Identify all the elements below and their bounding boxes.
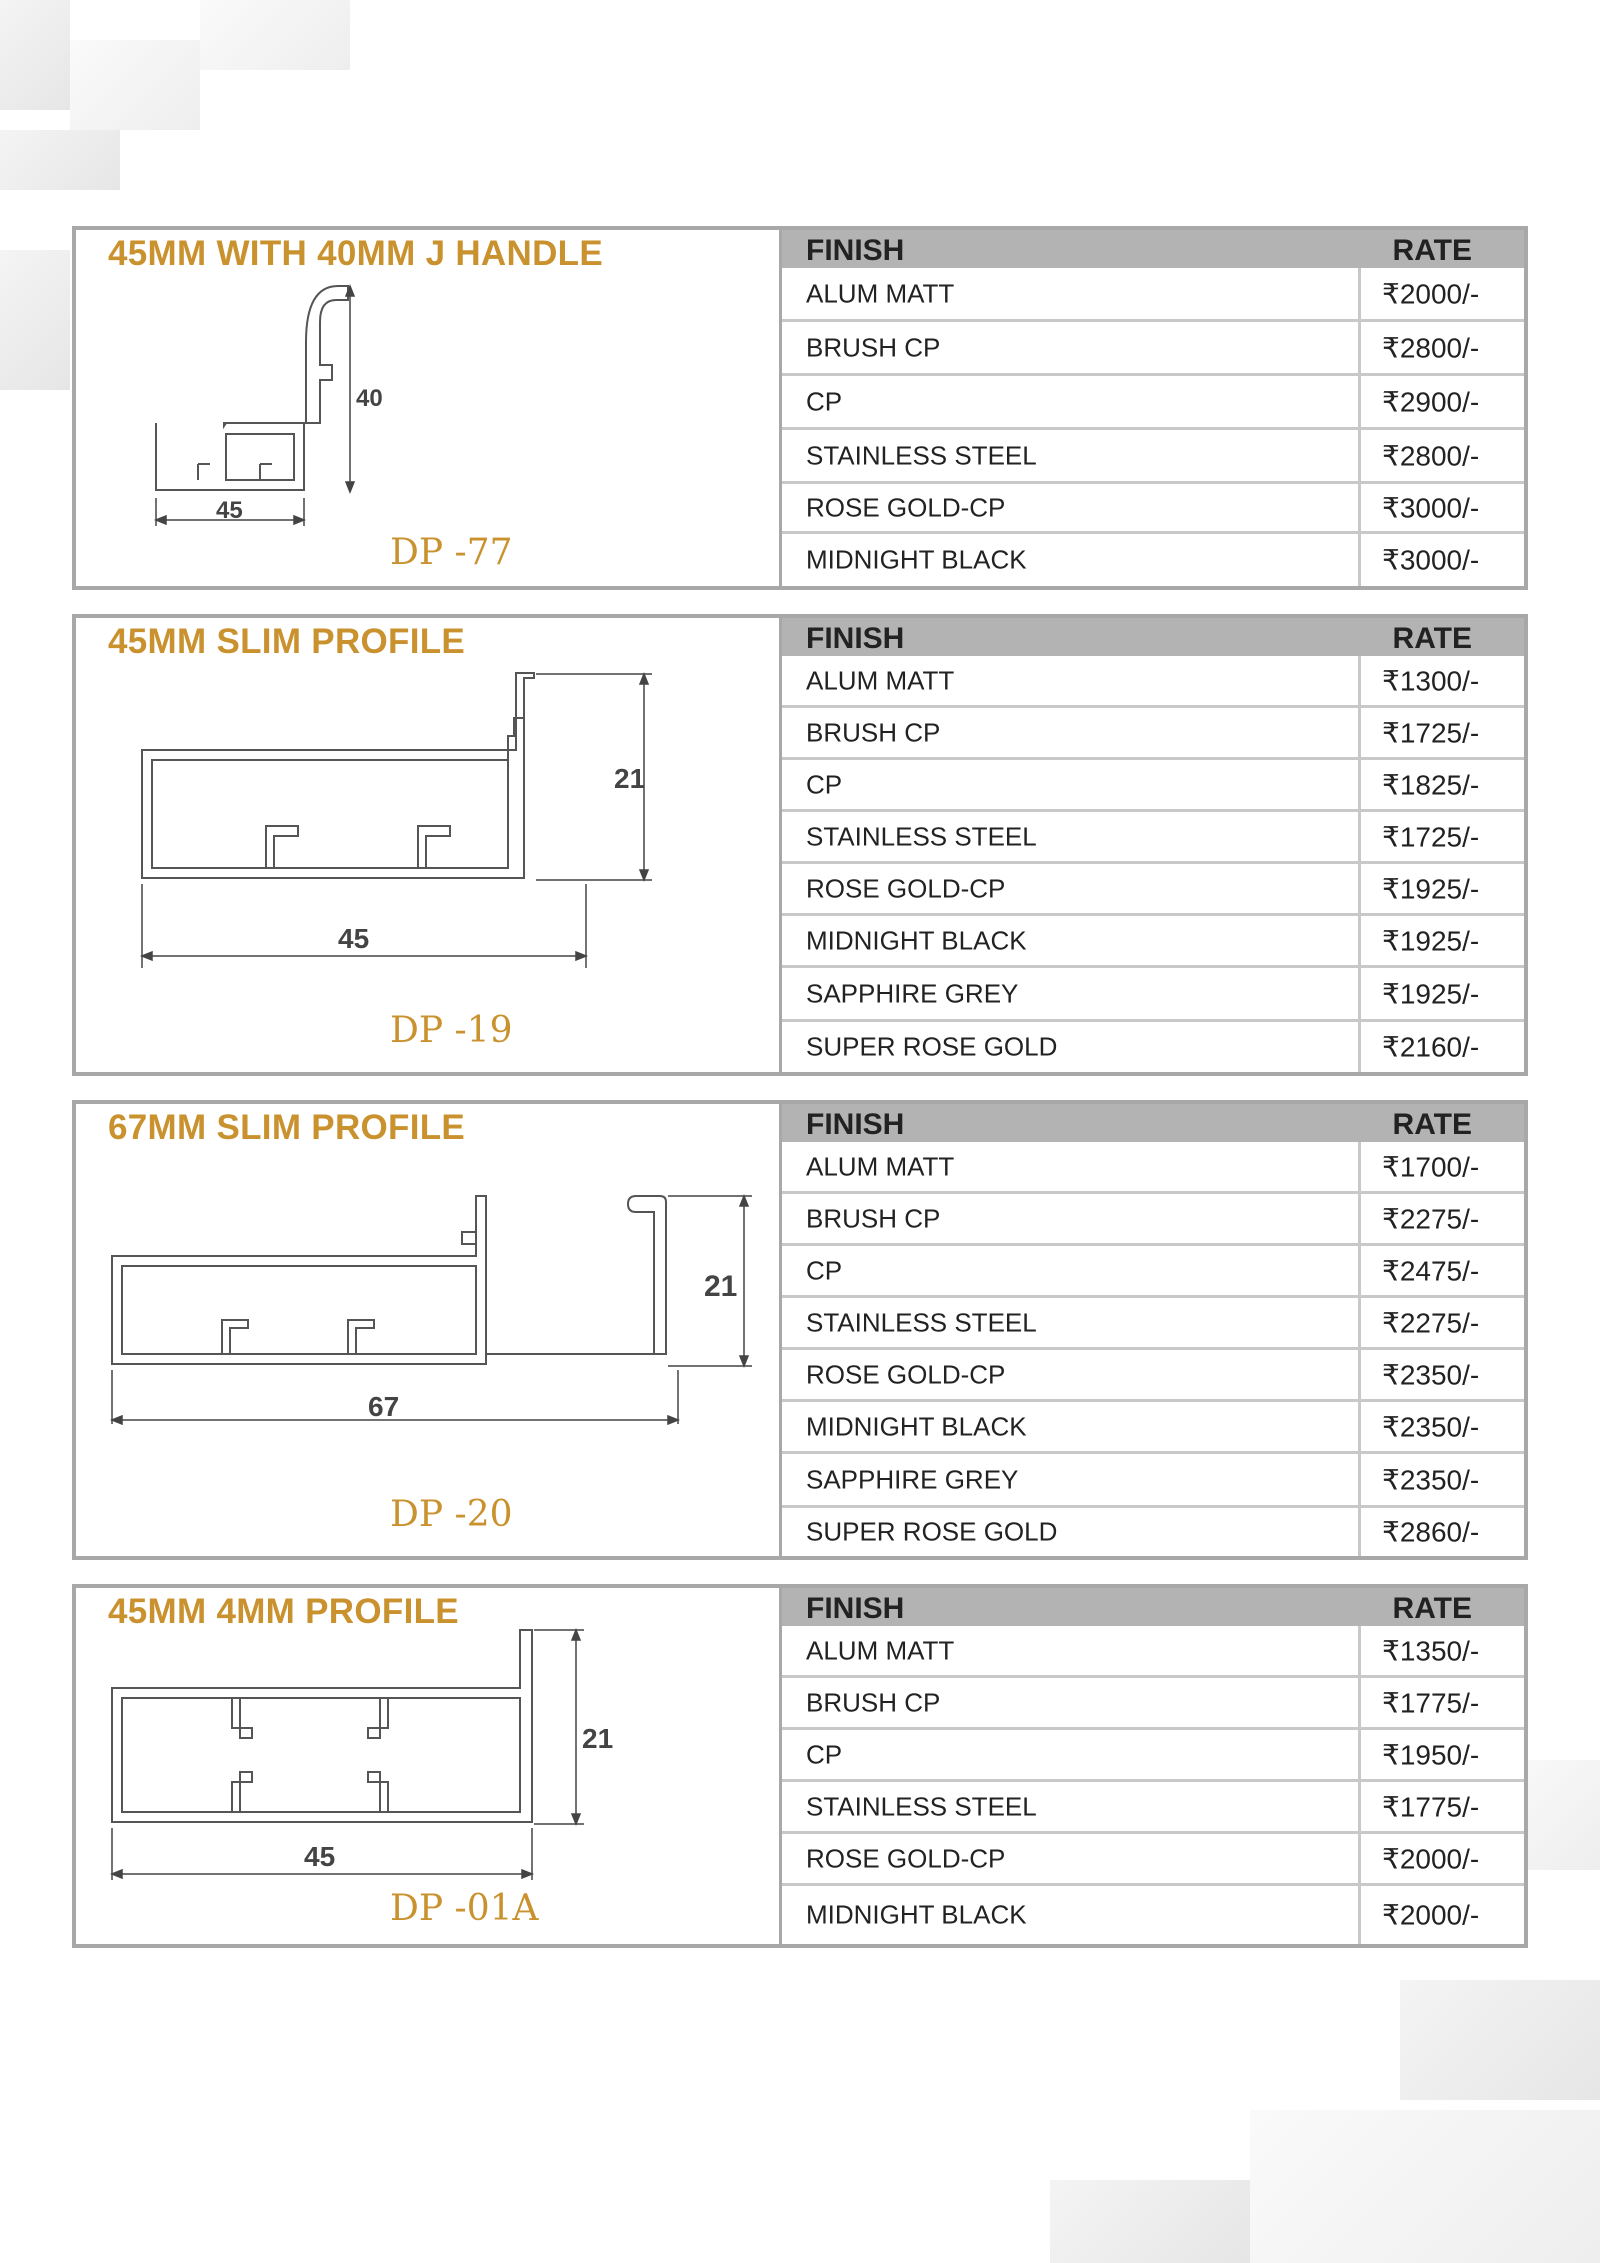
rate-cell: ₹2160/- — [1382, 1031, 1480, 1063]
table-row — [782, 760, 1524, 812]
width-dimension: 45 — [216, 497, 243, 524]
rate-cell: ₹2860/- — [1382, 1516, 1480, 1548]
table-row — [782, 322, 1524, 376]
table-row — [782, 1626, 1524, 1678]
table-row — [782, 1886, 1524, 1944]
rate-cell: ₹1350/- — [1382, 1635, 1480, 1666]
finish-cell: ALUM MATT — [806, 1635, 955, 1665]
price-table — [782, 1104, 1524, 1556]
table-row — [782, 916, 1524, 968]
product-title: 67MM SLIM PROFILE — [108, 1108, 466, 1147]
table-row — [782, 268, 1524, 322]
profile-panel — [76, 1104, 782, 1556]
table-row — [782, 812, 1524, 864]
product-code: DP -01A — [390, 1888, 539, 1929]
table-row — [782, 1678, 1524, 1730]
product-block-dp19 — [72, 614, 1528, 1076]
rate-cell: ₹1700/- — [1382, 1151, 1480, 1182]
rate-cell: ₹1775/- — [1382, 1687, 1480, 1718]
table-row — [782, 430, 1524, 484]
rate-cell: ₹1825/- — [1382, 769, 1480, 800]
finish-cell: CP — [806, 386, 843, 416]
finish-cell: SAPPHIRE GREY — [806, 978, 1019, 1008]
product-block-dp77 — [72, 226, 1528, 590]
table-row — [782, 968, 1524, 1022]
rate-header: RATE — [1392, 1592, 1472, 1625]
price-table — [782, 618, 1524, 1072]
table-row — [782, 1508, 1524, 1556]
finish-cell: STAINLESS STEEL — [806, 1791, 1037, 1821]
rate-cell: ₹2800/- — [1382, 332, 1480, 363]
finish-cell: CP — [806, 769, 843, 799]
finish-header: FINISH — [806, 622, 905, 655]
finish-cell: STAINLESS STEEL — [806, 1307, 1037, 1337]
rate-cell: ₹1725/- — [1382, 821, 1480, 852]
finish-cell: MIDNIGHT BLACK — [806, 925, 1027, 955]
rate-cell: ₹2000/- — [1382, 1843, 1480, 1874]
table-row — [782, 1142, 1524, 1194]
profile-drawing — [76, 618, 776, 1078]
rate-cell: ₹1775/- — [1382, 1791, 1480, 1822]
finish-cell: STAINLESS STEEL — [806, 440, 1037, 470]
finish-cell: ALUM MATT — [806, 278, 955, 308]
product-block-dp20 — [72, 1100, 1528, 1560]
rate-cell: ₹2350/- — [1382, 1359, 1480, 1390]
rate-cell: ₹1725/- — [1382, 717, 1480, 748]
finish-cell: STAINLESS STEEL — [806, 821, 1037, 851]
height-dimension: 40 — [356, 385, 383, 412]
rate-cell: ₹1925/- — [1382, 978, 1480, 1009]
height-dimension: 21 — [614, 763, 646, 794]
table-header — [782, 1104, 1524, 1142]
price-table — [782, 1588, 1524, 1944]
rate-cell: ₹1300/- — [1382, 665, 1480, 696]
finish-cell: BRUSH CP — [806, 332, 941, 362]
product-title: 45MM WITH 40MM J HANDLE — [108, 234, 603, 273]
table-row — [782, 1454, 1524, 1508]
rate-cell: ₹2275/- — [1382, 1307, 1480, 1338]
table-row — [782, 1298, 1524, 1350]
finish-header: FINISH — [806, 1592, 905, 1625]
finish-cell: ROSE GOLD-CP — [806, 1359, 1006, 1389]
table-row — [782, 1730, 1524, 1782]
profile-panel — [76, 618, 782, 1072]
product-title: 45MM SLIM PROFILE — [108, 622, 466, 661]
rate-cell: ₹3000/- — [1382, 492, 1480, 523]
finish-cell: ROSE GOLD-CP — [806, 873, 1006, 903]
rate-cell: ₹2350/- — [1382, 1464, 1480, 1495]
rate-cell: ₹2000/- — [1382, 278, 1480, 309]
product-code: DP -77 — [390, 532, 513, 573]
finish-cell: ROSE GOLD-CP — [806, 1843, 1006, 1873]
table-header — [782, 230, 1524, 268]
product-code: DP -19 — [390, 1010, 513, 1051]
finish-cell: BRUSH CP — [806, 717, 941, 747]
rate-header: RATE — [1392, 622, 1472, 655]
finish-cell: MIDNIGHT BLACK — [806, 1899, 1027, 1930]
profile-panel — [76, 1588, 782, 1944]
rate-cell: ₹2800/- — [1382, 440, 1480, 471]
product-title: 45MM 4MM PROFILE — [108, 1592, 459, 1631]
rate-cell: ₹2900/- — [1382, 386, 1480, 417]
width-dimension: 45 — [304, 1841, 336, 1872]
price-table — [782, 230, 1524, 586]
table-row — [782, 708, 1524, 760]
table-row — [782, 376, 1524, 430]
finish-cell: MIDNIGHT BLACK — [806, 544, 1027, 575]
finish-cell: SAPPHIRE GREY — [806, 1464, 1019, 1494]
product-block-dp01a — [72, 1584, 1528, 1948]
rate-cell: ₹1950/- — [1382, 1739, 1480, 1770]
table-row — [782, 1782, 1524, 1834]
width-dimension: 45 — [338, 923, 370, 954]
finish-cell: CP — [806, 1739, 843, 1769]
rate-header: RATE — [1392, 234, 1472, 267]
rate-header: RATE — [1392, 1108, 1472, 1141]
rate-cell: ₹2475/- — [1382, 1255, 1480, 1286]
table-row — [782, 656, 1524, 708]
finish-cell: MIDNIGHT BLACK — [806, 1411, 1027, 1441]
table-row — [782, 1022, 1524, 1072]
profile-panel — [76, 230, 782, 586]
table-header — [782, 1588, 1524, 1626]
table-row — [782, 1350, 1524, 1402]
rate-cell: ₹2275/- — [1382, 1203, 1480, 1234]
table-row — [782, 1402, 1524, 1454]
table-row — [782, 484, 1524, 534]
rate-cell: ₹3000/- — [1382, 544, 1480, 576]
finish-cell: BRUSH CP — [806, 1687, 941, 1717]
table-row — [782, 1246, 1524, 1298]
finish-cell: ROSE GOLD-CP — [806, 492, 1006, 522]
rate-cell: ₹1925/- — [1382, 925, 1480, 956]
table-header — [782, 618, 1524, 656]
finish-header: FINISH — [806, 1108, 905, 1141]
finish-cell: ALUM MATT — [806, 1151, 955, 1181]
product-code: DP -20 — [390, 1494, 513, 1535]
finish-cell: BRUSH CP — [806, 1203, 941, 1233]
height-dimension: 21 — [582, 1723, 614, 1754]
table-row — [782, 1194, 1524, 1246]
height-dimension: 21 — [704, 1270, 738, 1303]
finish-cell: SUPER ROSE GOLD — [806, 1516, 1058, 1547]
table-row — [782, 1834, 1524, 1886]
finish-cell: CP — [806, 1255, 843, 1285]
rate-cell: ₹1925/- — [1382, 873, 1480, 904]
width-dimension: 67 — [368, 1391, 400, 1422]
finish-cell: ALUM MATT — [806, 665, 955, 695]
table-row — [782, 864, 1524, 916]
table-row — [782, 534, 1524, 586]
finish-cell: SUPER ROSE GOLD — [806, 1031, 1058, 1062]
rate-cell: ₹2350/- — [1382, 1411, 1480, 1442]
finish-header: FINISH — [806, 234, 905, 267]
rate-cell: ₹2000/- — [1382, 1899, 1480, 1931]
